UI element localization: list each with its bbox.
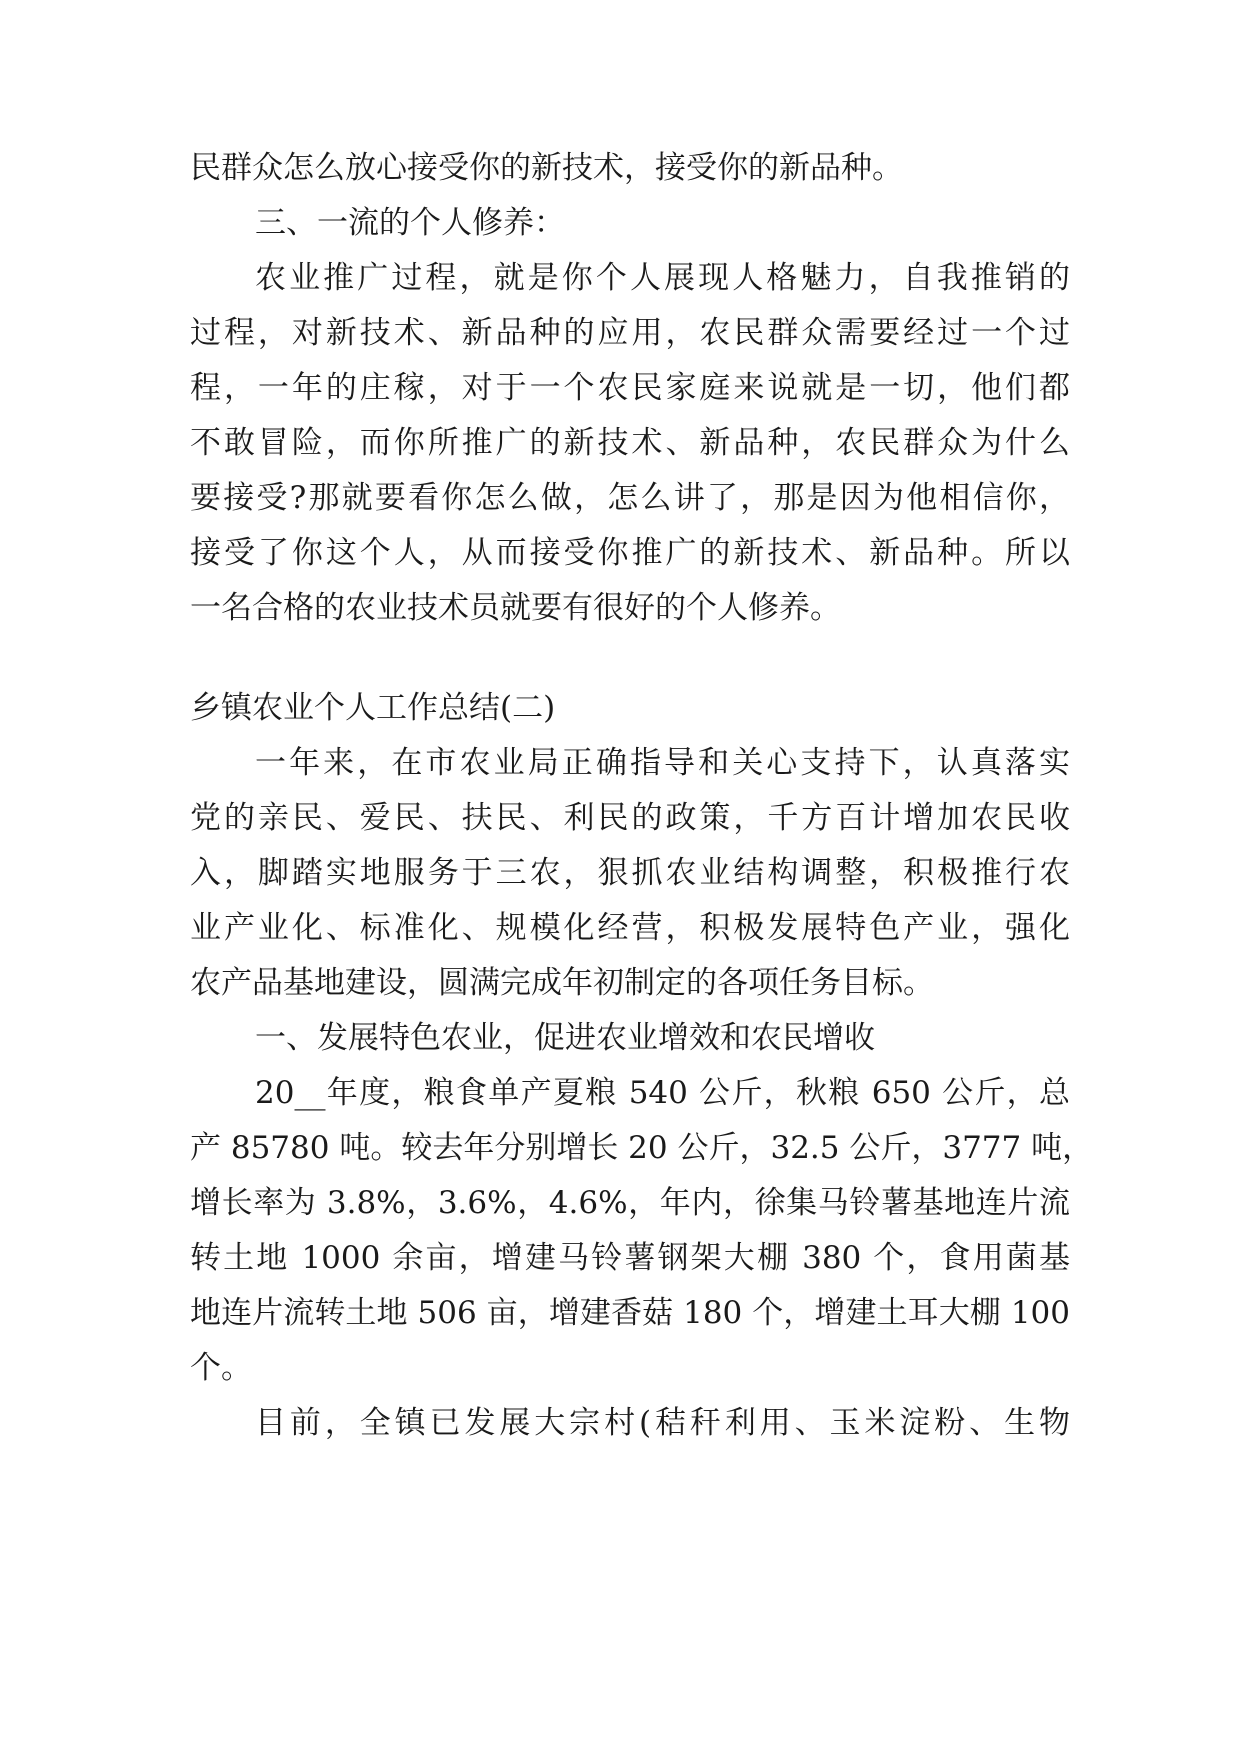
paragraph-line: 目前，全镇已发展大宗村(秸秆利用、玉米淀粉、生物 xyxy=(255,1405,1070,1441)
paragraph-line: 产 85780 吨。较去年分别增长 20 公斤，32.5 公斤，3777 吨， xyxy=(190,1130,1094,1166)
paragraph-line: 要接受?那就要看你怎么做，怎么讲了，那是因为他相信你， xyxy=(190,480,1070,516)
paragraph-line: 不敢冒险，而你所推广的新技术、新品种，农民群众为什么 xyxy=(190,425,1070,461)
paragraph-line: 农产品基地建设，圆满完成年初制定的各项任务目标。 xyxy=(190,965,934,1001)
paragraph-line: 农业推广过程，就是你个人展现人格魅力，自我推销的 xyxy=(255,260,1070,296)
paragraph-line: 一名合格的农业技术员就要有很好的个人修养。 xyxy=(190,590,841,626)
paragraph-line: 地连片流转土地 506 亩，增建香菇 180 个，增建土耳大棚 100 xyxy=(190,1295,1070,1331)
section-heading: 三、一流的个人修养： xyxy=(255,205,565,241)
paragraph-line: 业产业化、标准化、规模化经营，积极发展特色产业，强化 xyxy=(190,910,1070,946)
paragraph-line: 党的亲民、爱民、扶民、利民的政策，千方百计增加农民收 xyxy=(190,800,1070,836)
paragraph-line: 20__年度，粮食单产夏粮 540 公斤，秋粮 650 公斤，总 xyxy=(255,1075,1070,1111)
section-heading: 一、发展特色农业，促进农业增效和农民增收 xyxy=(255,1020,875,1056)
paragraph-line: 一年来，在市农业局正确指导和关心支持下，认真落实 xyxy=(255,745,1070,781)
paragraph-line: 入，脚踏实地服务于三农，狠抓农业结构调整，积极推行农 xyxy=(190,855,1070,891)
paragraph-line: 民群众怎么放心接受你的新技术，接受你的新品种。 xyxy=(190,150,903,186)
paragraph-line: 增长率为 3.8%，3.6%，4.6%，年内，徐集马铃薯基地连片流 xyxy=(190,1185,1070,1221)
paragraph-line: 接受了你这个人，从而接受你推广的新技术、新品种。所以 xyxy=(190,535,1070,571)
paragraph-line: 过程，对新技术、新品种的应用，农民群众需要经过一个过 xyxy=(190,315,1070,351)
paragraph-line: 程，一年的庄稼，对于一个农民家庭来说就是一切，他们都 xyxy=(190,370,1070,406)
document-title: 乡镇农业个人工作总结(二) xyxy=(190,690,556,726)
paragraph-line: 个。 xyxy=(190,1350,252,1386)
paragraph-line: 转土地 1000 余亩，增建马铃薯钢架大棚 380 个，食用菌基 xyxy=(190,1240,1070,1276)
